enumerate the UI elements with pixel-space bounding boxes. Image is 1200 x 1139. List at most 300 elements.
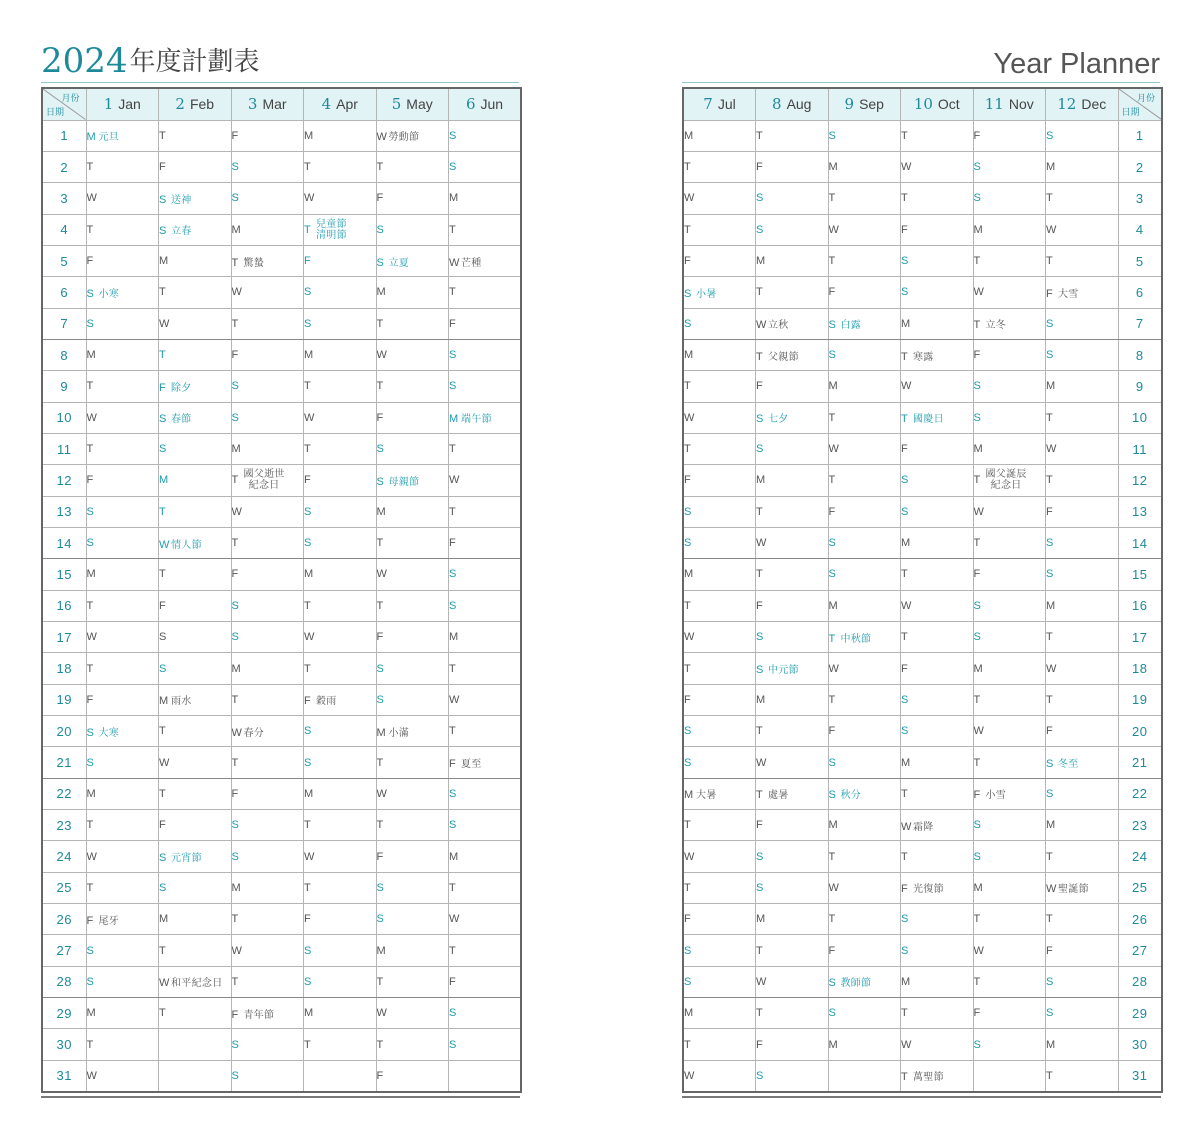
day-cell (1046, 559, 1119, 590)
weekday-letter: F (376, 192, 384, 205)
day-cell (449, 183, 522, 214)
weekday-letter: S (304, 756, 312, 769)
weekday-letter: S (231, 599, 239, 612)
day-number: 26 (42, 904, 86, 935)
day-cell (159, 747, 232, 778)
holiday-label: 教師節 (840, 978, 872, 990)
day-cell (304, 120, 377, 151)
day-cell (231, 183, 304, 214)
weekday-letter: W (159, 977, 170, 990)
weekday-letter: S (1046, 787, 1054, 800)
day-cell (159, 465, 232, 496)
day-cell (159, 998, 232, 1029)
day-number: 4 (1118, 214, 1162, 245)
day-number: 20 (1118, 716, 1162, 747)
weekday-letter: S (159, 631, 167, 644)
day-cell (231, 810, 304, 841)
weekday-letter: T (828, 255, 836, 268)
table-row (683, 559, 1162, 590)
weekday-letter: S (756, 881, 764, 894)
day-cell (756, 183, 829, 214)
day-cell (304, 559, 377, 590)
day-cell (376, 277, 449, 308)
day-cell (828, 151, 901, 182)
day-cell (683, 120, 756, 151)
weekday-letter: T (684, 599, 691, 612)
day-cell (828, 684, 901, 715)
weekday-letter: M (973, 662, 983, 675)
weekday-letter: F (231, 787, 239, 800)
weekday-letter: M (376, 944, 386, 957)
weekday-letter: T (376, 819, 384, 832)
day-cell (231, 747, 304, 778)
day-cell (828, 214, 901, 245)
day-cell (901, 277, 974, 308)
day-cell (973, 966, 1046, 997)
day-cell (1046, 841, 1119, 872)
weekday-letter: S (376, 443, 384, 456)
day-cell (449, 904, 522, 935)
holiday-label: 端午節 (461, 414, 492, 426)
weekday-letter: M (159, 695, 169, 708)
day-cell (756, 559, 829, 590)
table-row (42, 778, 521, 809)
weekday-letter: S (86, 505, 94, 518)
month-header (159, 88, 232, 120)
month-header (376, 88, 449, 120)
day-cell (304, 465, 377, 496)
holiday-label: 小雪 (985, 790, 1007, 802)
weekday-letter: S (828, 349, 836, 362)
day-number: 17 (1118, 622, 1162, 653)
holiday-label: 兒童節 清明節 (316, 218, 347, 241)
month-number: 11 (984, 95, 1004, 114)
weekday-letter: S (756, 192, 764, 205)
table-row (42, 684, 521, 715)
day-cell (376, 183, 449, 214)
weekday-letter: F (684, 474, 691, 487)
weekday-letter: W (1046, 443, 1057, 456)
day-cell (159, 716, 232, 747)
day-cell (231, 433, 304, 464)
weekday-letter: S (231, 1069, 239, 1082)
day-cell (231, 966, 304, 997)
day-number: 28 (42, 966, 86, 997)
day-cell (756, 402, 829, 433)
day-cell (86, 277, 159, 308)
day-cell (901, 1060, 974, 1091)
weekday-letter: S (231, 850, 239, 863)
day-cell (304, 716, 377, 747)
title-chinese: 年度計劃表 (129, 47, 260, 77)
weekday-letter: S (231, 161, 239, 174)
weekday-letter: T (756, 944, 763, 957)
day-number: 30 (42, 1029, 86, 1060)
weekday-letter: T (901, 413, 908, 426)
day-cell (683, 716, 756, 747)
month-name: Aug (786, 96, 812, 113)
day-cell (973, 747, 1046, 778)
day-cell (231, 214, 304, 245)
day-cell (973, 778, 1046, 809)
day-cell (231, 904, 304, 935)
day-cell (683, 590, 756, 621)
month-number: 5 (391, 95, 402, 114)
day-cell (304, 622, 377, 653)
table-row (42, 998, 521, 1029)
weekday-letter: T (756, 350, 763, 363)
weekday-letter: T (684, 1038, 691, 1051)
day-cell (231, 590, 304, 621)
weekday-letter: S (86, 287, 94, 300)
weekday-letter: F (828, 286, 836, 299)
weekday-letter: T (1046, 474, 1053, 487)
weekday-letter: W (828, 881, 839, 894)
day-cell (1046, 277, 1119, 308)
weekday-letter: S (231, 1038, 239, 1051)
day-cell (683, 1029, 756, 1060)
day-cell (683, 622, 756, 653)
day-cell (901, 183, 974, 214)
weekday-letter: M (684, 789, 694, 802)
day-number: 30 (1118, 1029, 1162, 1060)
weekday-letter: S (973, 192, 981, 205)
day-cell (449, 935, 522, 966)
day-number: 16 (1118, 590, 1162, 621)
table-row (42, 872, 521, 903)
day-cell (901, 245, 974, 276)
table-row (683, 1060, 1162, 1091)
day-cell (376, 402, 449, 433)
corner-month-label: 月份 (1136, 94, 1155, 104)
day-cell (683, 1060, 756, 1091)
weekday-letter: F (376, 850, 384, 863)
table-row (42, 747, 521, 778)
holiday-label: 驚蟄 (243, 257, 265, 269)
month-name: Apr (336, 96, 358, 113)
day-cell (828, 935, 901, 966)
day-cell (304, 1060, 377, 1091)
title-rule-right (682, 82, 1160, 83)
weekday-letter: M (376, 286, 386, 299)
weekday-letter: F (449, 758, 456, 771)
weekday-letter: F (756, 819, 763, 832)
day-cell (1046, 966, 1119, 997)
day-number: 10 (1118, 402, 1162, 433)
day-number: 3 (42, 183, 86, 214)
day-cell (973, 245, 1046, 276)
weekday-letter: S (449, 1038, 457, 1051)
day-number: 25 (42, 872, 86, 903)
weekday-letter: F (756, 599, 763, 612)
day-cell (973, 590, 1046, 621)
day-cell (376, 841, 449, 872)
weekday-letter: T (973, 255, 981, 268)
weekday-letter: M (449, 192, 459, 205)
day-cell (973, 904, 1046, 935)
day-cell (683, 653, 756, 684)
weekday-letter: T (376, 975, 384, 988)
weekday-letter: S (376, 223, 384, 236)
day-cell (756, 935, 829, 966)
weekday-letter: S (973, 819, 981, 832)
day-cell (449, 308, 522, 339)
holiday-label: 立夏 (388, 257, 410, 269)
day-number: 31 (42, 1060, 86, 1091)
weekday-letter: F (973, 129, 981, 142)
day-cell (304, 496, 377, 527)
weekday-letter: S (376, 256, 384, 269)
day-cell (828, 308, 901, 339)
day-cell (828, 622, 901, 653)
table-row (683, 120, 1162, 151)
day-cell (231, 1029, 304, 1060)
weekday-letter: M (973, 223, 983, 236)
weekday-letter: M (86, 349, 96, 362)
table-row (683, 747, 1162, 778)
holiday-label: 夏至 (461, 759, 482, 771)
day-cell (376, 622, 449, 653)
day-cell (901, 872, 974, 903)
weekday-letter: M (231, 223, 241, 236)
day-number: 8 (42, 339, 86, 370)
day-number: 16 (42, 590, 86, 621)
weekday-letter: F (1046, 505, 1053, 518)
day-cell (159, 433, 232, 464)
table-row (42, 841, 521, 872)
day-cell (86, 120, 159, 151)
weekday-letter: T (304, 819, 311, 832)
day-cell (449, 433, 522, 464)
day-cell (973, 716, 1046, 747)
holiday-label: 穀雨 (316, 696, 337, 708)
weekday-letter: M (1046, 599, 1056, 612)
bottom-rule-right (682, 1096, 1161, 1098)
table-row (683, 308, 1162, 339)
day-cell (304, 214, 377, 245)
weekday-letter: T (828, 474, 836, 487)
month-header (1046, 88, 1119, 120)
day-number: 24 (1118, 841, 1162, 872)
weekday-letter: T (1046, 255, 1053, 268)
day-cell (683, 183, 756, 214)
weekday-letter: M (973, 443, 983, 456)
weekday-letter: T (159, 349, 166, 362)
weekday-letter: T (304, 1038, 311, 1051)
day-cell (901, 684, 974, 715)
day-cell (86, 402, 159, 433)
day-cell (973, 277, 1046, 308)
weekday-letter: T (756, 725, 763, 738)
holiday-label: 國父誕辰 紀念日 (985, 469, 1027, 492)
day-cell (683, 433, 756, 464)
table-row (42, 433, 521, 464)
day-cell (86, 778, 159, 809)
day-cell (159, 904, 232, 935)
weekday-letter: S (1046, 129, 1054, 142)
day-cell (86, 1060, 159, 1091)
weekday-letter: W (901, 820, 912, 833)
day-cell (973, 339, 1046, 370)
day-cell (449, 245, 522, 276)
day-cell (756, 998, 829, 1029)
day-cell (973, 684, 1046, 715)
month-number: 8 (772, 95, 782, 114)
table-row (683, 622, 1162, 653)
day-cell (828, 747, 901, 778)
table-row (683, 778, 1162, 809)
holiday-label: 中秋節 (840, 633, 872, 645)
holiday-label: 萬聖節 (913, 1072, 944, 1084)
weekday-letter: W (159, 317, 170, 330)
weekday-letter: M (376, 505, 386, 518)
day-cell (828, 120, 901, 151)
day-cell (449, 747, 522, 778)
weekday-letter: T (231, 317, 239, 330)
day-cell (973, 433, 1046, 464)
day-cell (973, 1060, 1046, 1091)
weekday-letter: F (756, 380, 763, 393)
holiday-label: 春分 (243, 727, 265, 739)
day-cell (159, 935, 232, 966)
day-cell (376, 810, 449, 841)
day-cell (304, 527, 377, 558)
day-cell (828, 872, 901, 903)
weekday-letter: T (159, 129, 166, 142)
weekday-letter: S (756, 223, 764, 236)
day-cell (683, 277, 756, 308)
day-cell (449, 402, 522, 433)
weekday-letter: M (828, 161, 838, 174)
day-cell (756, 684, 829, 715)
day-cell (86, 653, 159, 684)
weekday-letter: S (973, 380, 981, 393)
day-cell (683, 496, 756, 527)
day-cell (304, 590, 377, 621)
weekday-letter: T (756, 129, 763, 142)
day-cell (376, 1060, 449, 1091)
weekday-letter: T (231, 537, 239, 550)
weekday-letter: F (304, 255, 311, 268)
weekday-letter: F (449, 975, 456, 988)
weekday-letter: S (159, 662, 167, 675)
month-name: Sep (859, 96, 884, 113)
weekday-letter: M (159, 913, 169, 926)
day-cell (449, 590, 522, 621)
weekday-letter: T (828, 913, 836, 926)
weekday-letter: T (86, 881, 94, 894)
day-number: 9 (1118, 371, 1162, 402)
day-number: 11 (42, 433, 86, 464)
table-row (42, 371, 521, 402)
weekday-letter: S (231, 380, 239, 393)
day-cell (683, 684, 756, 715)
day-cell (231, 527, 304, 558)
weekday-letter: T (159, 725, 166, 738)
day-number: 25 (1118, 872, 1162, 903)
day-cell (828, 841, 901, 872)
day-cell (231, 371, 304, 402)
day-cell (231, 1060, 304, 1091)
weekday-letter: W (86, 1069, 97, 1082)
weekday-letter: F (684, 693, 691, 706)
day-cell (86, 559, 159, 590)
weekday-letter: M (304, 1007, 314, 1020)
day-cell (683, 151, 756, 182)
weekday-letter: T (901, 1007, 908, 1020)
day-cell (304, 841, 377, 872)
weekday-letter: F (901, 883, 908, 896)
day-number: 18 (1118, 653, 1162, 684)
weekday-letter: S (684, 317, 692, 330)
weekday-letter: S (304, 944, 312, 957)
day-cell (449, 810, 522, 841)
table-row (42, 120, 521, 151)
day-cell (376, 778, 449, 809)
weekday-letter: M (684, 1007, 694, 1020)
day-number: 21 (42, 747, 86, 778)
day-cell (1046, 1060, 1119, 1091)
holiday-label: 冬至 (1058, 759, 1079, 771)
month-header (231, 88, 304, 120)
day-cell (973, 371, 1046, 402)
weekday-letter: S (231, 819, 239, 832)
holiday-label: 青年節 (243, 1009, 275, 1021)
day-cell (376, 465, 449, 496)
weekday-letter: W (828, 223, 839, 236)
weekday-letter: S (86, 317, 94, 330)
holiday-label: 春節 (171, 414, 192, 426)
weekday-letter: T (756, 789, 763, 802)
weekday-letter: W (756, 756, 767, 769)
weekday-letter: S (756, 413, 764, 426)
weekday-letter: W (86, 631, 97, 644)
weekday-letter: S (973, 161, 981, 174)
day-cell (1046, 465, 1119, 496)
weekday-letter: W (684, 631, 695, 644)
weekday-letter: S (1046, 568, 1054, 581)
day-number: 15 (42, 559, 86, 590)
weekday-letter: F (304, 474, 311, 487)
weekday-letter: T (231, 693, 239, 706)
day-number: 8 (1118, 339, 1162, 370)
weekday-letter: S (449, 568, 457, 581)
day-number: 3 (1118, 183, 1162, 214)
day-cell (756, 433, 829, 464)
day-cell (376, 998, 449, 1029)
weekday-letter: S (86, 756, 94, 769)
table-row (683, 998, 1162, 1029)
day-cell (449, 998, 522, 1029)
month-number: 12 (1057, 95, 1077, 114)
day-cell (159, 308, 232, 339)
weekday-letter: W (304, 192, 315, 205)
weekday-letter: F (973, 349, 981, 362)
day-number: 12 (42, 465, 86, 496)
month-number: 2 (175, 95, 185, 114)
month-number: 1 (103, 95, 114, 114)
weekday-letter: M (86, 131, 96, 144)
day-number: 6 (42, 277, 86, 308)
day-cell (901, 966, 974, 997)
day-cell (86, 339, 159, 370)
day-cell (1046, 622, 1119, 653)
day-cell (973, 183, 1046, 214)
month-name: Feb (189, 96, 215, 113)
day-cell (231, 339, 304, 370)
weekday-letter: W (973, 725, 984, 738)
day-cell (86, 371, 159, 402)
